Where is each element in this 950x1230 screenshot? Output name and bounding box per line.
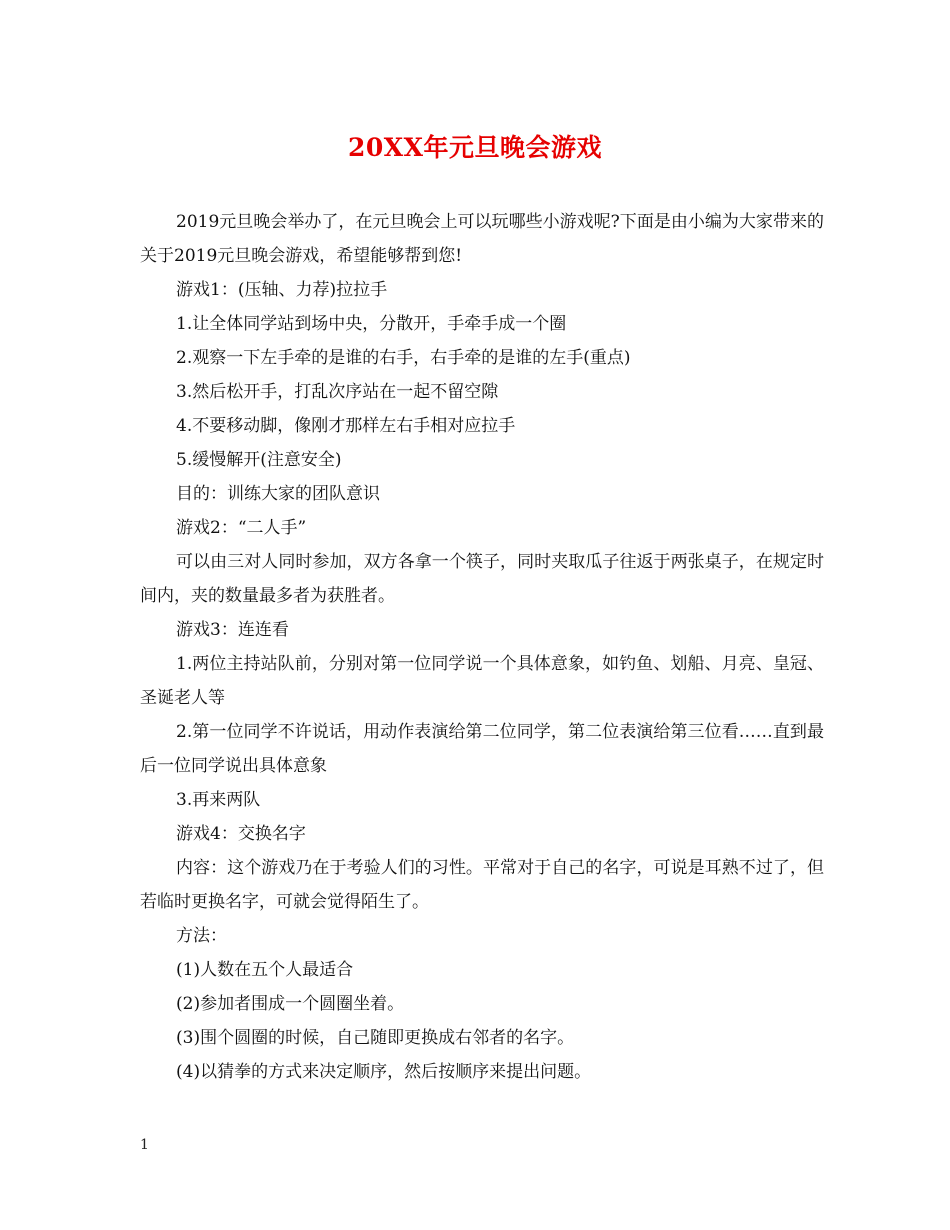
heading-game-1: 游戏1：(压轴、力荐)拉拉手 [176, 280, 388, 300]
paragraph-method-label: 方法： [176, 926, 227, 946]
paragraph-game-2: 可以由三对人同时参加，双方各拿一个筷子，同时夹取瓜子往返于两张桌子，在规定时间内，夹的数量最多者为获胜者。 [140, 552, 824, 606]
heading-game-3: 游戏3：连连看 [176, 620, 289, 640]
list-item: 1.让全体同学站到场中央，分散开，手牵手成一个圈 [176, 314, 567, 334]
document-body [140, 205, 824, 1089]
document-title: 20XX年元旦晚会游戏 [347, 133, 603, 162]
page-number: 1 [140, 1137, 149, 1153]
list-item: (3)围个圆圈的时候，自己随即更换成右邻者的名字。 [176, 1028, 575, 1048]
paragraph-purpose: 目的：训练大家的团队意识 [176, 484, 380, 504]
heading-game-2: 游戏2：“二人手” [176, 518, 307, 538]
list-item: (4)以猜拳的方式来决定顺序，然后按顺序来提出问题。 [176, 1062, 592, 1082]
list-item: (1)人数在五个人最适合 [176, 960, 354, 980]
list-item: 4.不要移动脚，像刚才那样左右手相对应拉手 [176, 416, 516, 436]
list-item: (2)参加者围成一个圆圈坐着。 [176, 994, 405, 1014]
list-item: 5.缓慢解开(注意安全) [176, 450, 342, 470]
paragraph-content: 内容：这个游戏乃在于考验人们的习性。平常对于自己的名字，可说是耳熟不过了，但若临时更换名字，可就会觉得陌生了。 [140, 858, 824, 912]
list-item: 3.再来两队 [176, 790, 261, 810]
heading-game-4: 游戏4：交换名字 [176, 824, 306, 844]
list-item: 2.观察一下左手牵的是谁的右手，右手牵的是谁的左手(重点) [176, 348, 631, 368]
list-item: 3.然后松开手，打乱次序站在一起不留空隙 [176, 382, 499, 402]
list-item: 2.第一位同学不许说话，用动作表演给第二位同学，第二位表演给第三位看……直到最后一位同学说出具体意象 [140, 722, 824, 776]
list-item: 1.两位主持站队前，分别对第一位同学说一个具体意象，如钓鱼、划船、月亮、皇冠、圣诞老人等 [140, 654, 824, 708]
paragraph-intro: 2019元旦晚会举办了，在元旦晚会上可以玩哪些小游戏呢?下面是由小编为大家带来的关于2019元旦晚会游戏，希望能够帮到您! [140, 212, 824, 266]
